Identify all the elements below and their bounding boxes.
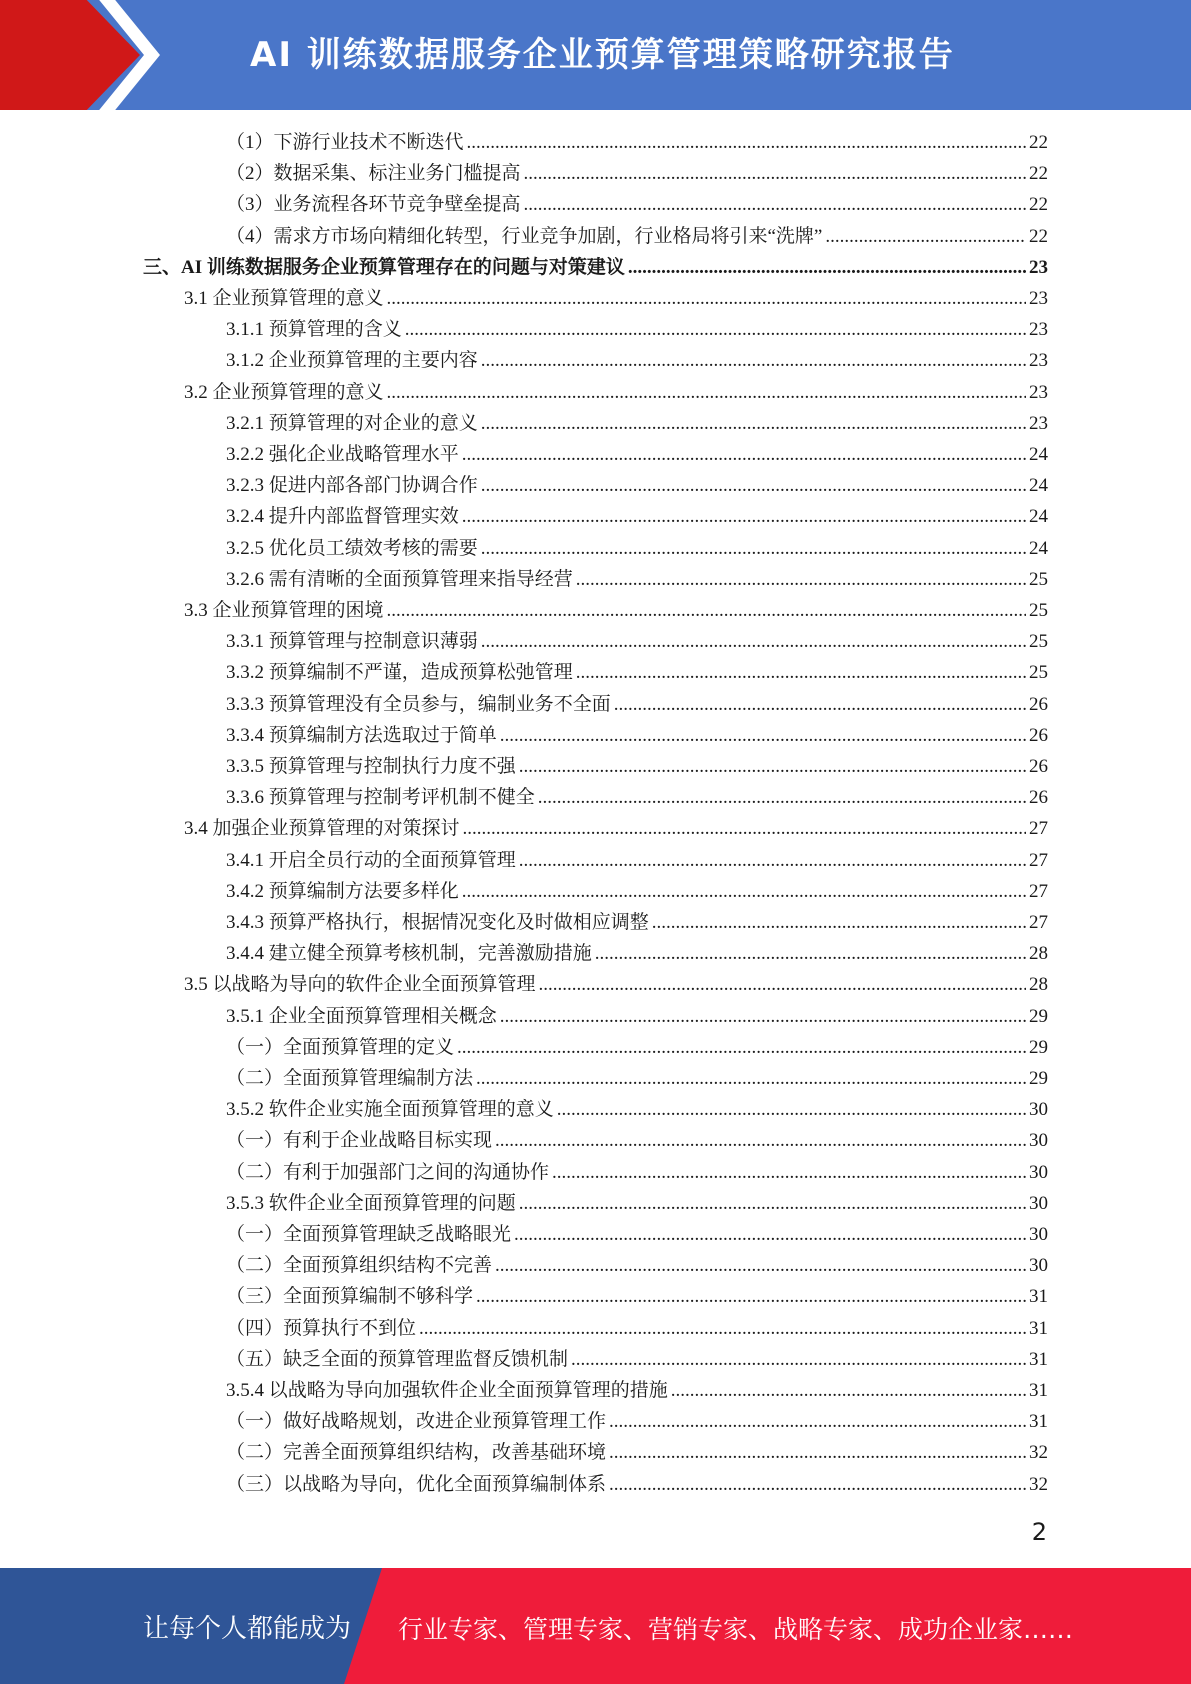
- toc-leader-dots: [387, 283, 1026, 314]
- toc-entry[interactable]: [226, 1063, 1048, 1094]
- toc-entry-title: （三）以战略为导向，优化全面预算编制体系: [226, 1473, 607, 1495]
- toc-entry-title: （一）全面预算管理的定义: [226, 1036, 455, 1058]
- toc-leader-dots: [419, 1313, 1026, 1344]
- toc-leader-dots: [462, 501, 1026, 532]
- toc-entry[interactable]: [226, 439, 1048, 470]
- toc-entry-page: 26: [1029, 756, 1048, 777]
- toc-entry[interactable]: [226, 1157, 1048, 1188]
- toc-entry[interactable]: [226, 1437, 1048, 1468]
- toc-leader-dots: [387, 377, 1026, 408]
- toc-entry-title: 3.5.4 以战略为导向加强软件企业全面预算管理的措施: [226, 1380, 668, 1401]
- toc-entry[interactable]: [226, 345, 1048, 376]
- toc-entry[interactable]: [226, 1406, 1048, 1437]
- toc-entry[interactable]: [226, 314, 1048, 345]
- toc-entry-page: 29: [1029, 1005, 1048, 1027]
- toc-entry-page: 25: [1029, 631, 1048, 653]
- toc-entry-page: 31: [1029, 1286, 1048, 1308]
- toc-leader-dots: [609, 1406, 1026, 1437]
- toc-leader-dots: [628, 252, 1026, 283]
- toc-entry-page: 26: [1029, 787, 1048, 809]
- page-number: 2: [1031, 1518, 1047, 1546]
- toc-leader-dots: [539, 969, 1026, 1000]
- toc-entry[interactable]: [226, 845, 1048, 876]
- toc-entry-title: 3.4.2 预算编制方法要多样化: [226, 880, 459, 902]
- toc-entry[interactable]: [226, 907, 1048, 938]
- toc-entry-title: 3.3.2 预算编制不严谨，造成预算松弛管理: [226, 662, 573, 684]
- toc-entry-page: 30: [1029, 1192, 1048, 1214]
- toc-entry-page: 25: [1029, 662, 1048, 684]
- toc-leader-dots: [538, 782, 1026, 813]
- toc-entry-title: （一）做好战略规划，改进企业预算管理工作: [226, 1411, 607, 1433]
- toc-entry-title: 3.3.5 预算管理与控制执行力度不强: [226, 756, 516, 777]
- toc-entry[interactable]: [226, 408, 1048, 439]
- toc-entry[interactable]: [226, 501, 1048, 532]
- toc-entry[interactable]: [226, 189, 1048, 220]
- toc-leader-dots: [519, 1188, 1026, 1219]
- toc-entry[interactable]: [226, 1344, 1048, 1375]
- toc-entry-title: 3.1.2 企业预算管理的主要内容: [226, 350, 478, 372]
- toc-entry[interactable]: [226, 1250, 1048, 1281]
- toc-entry[interactable]: [226, 626, 1048, 657]
- toc-leader-dots: [481, 470, 1026, 501]
- toc-entry-title: 3.3.6 预算管理与控制考评机制不健全: [226, 787, 535, 809]
- toc-entry[interactable]: [226, 876, 1048, 907]
- toc-entry-title: （4）需求方市场向精细化转型，行业竞争加剧，行业格局将引来“洗牌”: [226, 225, 823, 247]
- toc-entry-title: 3.5.3 软件企业全面预算管理的问题: [226, 1192, 516, 1214]
- toc-leader-dots: [500, 1001, 1026, 1032]
- toc-entry[interactable]: [226, 1281, 1048, 1312]
- toc-entry-page: 23: [1029, 350, 1048, 372]
- toc-entry[interactable]: [226, 127, 1048, 158]
- toc-leader-dots: [609, 1469, 1026, 1500]
- toc-entry-page: 31: [1029, 1348, 1048, 1370]
- toc-leader-dots: [557, 1094, 1026, 1125]
- toc-entry-title: （三）全面预算编制不够科学: [226, 1286, 474, 1308]
- toc-entry[interactable]: [184, 595, 1048, 626]
- toc-entry-page: 30: [1029, 1255, 1048, 1277]
- toc-entry-title: 三、AI 训练数据服务企业预算管理存在的问题与对策建议: [143, 256, 625, 278]
- toc-entry-title: （一）全面预算管理缺乏战略眼光: [226, 1224, 512, 1245]
- toc-entry[interactable]: [184, 283, 1048, 314]
- toc-leader-dots: [405, 314, 1026, 345]
- toc-entry-page: 22: [1029, 163, 1048, 185]
- toc-entry[interactable]: [184, 813, 1048, 844]
- toc-entry-title: 3.5.2 软件企业实施全面预算管理的意义: [226, 1099, 554, 1121]
- toc-entry-page: 31: [1029, 1411, 1048, 1433]
- toc-entry-title: （3）业务流程各环节竞争壁垒提高: [226, 194, 521, 216]
- toc-entry[interactable]: [226, 533, 1048, 564]
- toc-entry-title: 3.1.1 预算管理的含义: [226, 319, 402, 341]
- document-title: AI 训练数据服务企业预算管理策略研究报告: [250, 35, 955, 75]
- toc-entry[interactable]: [226, 1001, 1048, 1032]
- toc-entry-title: （四）预算执行不到位: [226, 1317, 417, 1339]
- toc-leader-dots: [595, 938, 1026, 969]
- toc-entry-title: 3.2.2 强化企业战略管理水平: [226, 444, 459, 465]
- toc-leader-dots: [524, 158, 1026, 189]
- toc-entry-page: 32: [1029, 1442, 1048, 1464]
- toc-entry-page: 32: [1029, 1473, 1048, 1495]
- toc-leader-dots: [576, 564, 1026, 595]
- toc-entry-page: 27: [1029, 849, 1048, 871]
- toc-entry[interactable]: [226, 938, 1048, 969]
- toc-entry-page: 30: [1029, 1161, 1048, 1183]
- toc-entry-title: 3.5.1 企业全面预算管理相关概念: [226, 1005, 497, 1027]
- toc-entry-title: （五）缺乏全面的预算管理监督反馈机制: [226, 1348, 569, 1370]
- toc-leader-dots: [609, 1437, 1026, 1468]
- toc-leader-dots: [457, 1032, 1026, 1063]
- toc-entry-title: 3.4.1 开启全员行动的全面预算管理: [226, 849, 516, 871]
- toc-entry-page: 27: [1029, 818, 1048, 840]
- toc-entry-page: 29: [1029, 1036, 1048, 1058]
- toc-entry-page: 23: [1029, 256, 1048, 278]
- toc-entry[interactable]: [226, 1375, 1048, 1406]
- toc-entry-page: 23: [1029, 412, 1048, 434]
- toc-entry-title: 3.4.4 建立健全预算考核机制，完善激励措施: [226, 943, 592, 965]
- toc-entry-page: 26: [1029, 724, 1048, 746]
- toc-entry-page: 22: [1029, 194, 1048, 216]
- toc-entry[interactable]: [226, 221, 1048, 252]
- toc-entry-title: 3.3.1 预算管理与控制意识薄弱: [226, 631, 478, 653]
- toc-entry[interactable]: [226, 1125, 1048, 1156]
- toc-entry[interactable]: [143, 252, 1048, 283]
- toc-entry[interactable]: [226, 1094, 1048, 1125]
- toc-entry-title: 3.2.1 预算管理的对企业的意义: [226, 412, 478, 434]
- toc-entry[interactable]: [226, 470, 1048, 501]
- toc-entry-page: 30: [1029, 1130, 1048, 1152]
- toc-leader-dots: [614, 689, 1026, 720]
- toc-leader-dots: [462, 876, 1026, 907]
- toc-entry[interactable]: [226, 751, 1048, 782]
- toc-leader-dots: [481, 626, 1026, 657]
- toc-entry-page: 25: [1029, 600, 1048, 621]
- toc-entry-title: （二）全面预算组织结构不完善: [226, 1255, 493, 1277]
- toc-entry-title: 3.2 企业预算管理的意义: [184, 381, 384, 403]
- toc-leader-dots: [571, 1344, 1026, 1375]
- toc-entry[interactable]: [226, 1032, 1048, 1063]
- toc-entry-title: （一）有利于企业战略目标实现: [226, 1130, 493, 1152]
- toc-entry-page: 28: [1029, 943, 1048, 965]
- toc-entry[interactable]: [226, 720, 1048, 751]
- toc-entry-page: 22: [1029, 225, 1048, 247]
- toc-entry-title: 3.3.3 预算管理没有全员参与，编制业务不全面: [226, 693, 611, 715]
- toc-leader-dots: [519, 845, 1026, 876]
- toc-leader-dots: [576, 657, 1026, 688]
- toc-entry-page: 23: [1029, 288, 1048, 309]
- toc-entry-title: （2）数据采集、标注业务门槛提高: [226, 163, 521, 185]
- toc-leader-dots: [387, 595, 1026, 626]
- toc-entry-page: 23: [1029, 381, 1048, 403]
- toc-entry-title: 3.5 以战略为导向的软件企业全面预算管理: [184, 974, 536, 996]
- toc-entry[interactable]: [226, 782, 1048, 813]
- toc-entry[interactable]: [226, 657, 1048, 688]
- toc-leader-dots: [481, 345, 1026, 376]
- toc-entry-title: 3.2.4 提升内部监督管理实效: [226, 506, 459, 528]
- toc-leader-dots: [652, 907, 1026, 938]
- toc-entry-title: 3.4 加强企业预算管理的对策探讨: [184, 818, 460, 840]
- toc-leader-dots: [671, 1375, 1026, 1406]
- toc-entry[interactable]: [226, 1219, 1048, 1250]
- toc-entry-page: 23: [1029, 319, 1048, 341]
- toc-entry-title: （二）完善全面预算组织结构，改善基础环境: [226, 1442, 607, 1464]
- toc-entry-title: （二）有利于加强部门之间的沟通协作: [226, 1161, 550, 1183]
- toc-entry-page: 22: [1029, 132, 1048, 153]
- toc-leader-dots: [552, 1157, 1026, 1188]
- toc-leader-dots: [495, 1250, 1026, 1281]
- toc-leader-dots: [467, 127, 1026, 158]
- toc-leader-dots: [463, 813, 1026, 844]
- toc-entry-page: 31: [1029, 1317, 1048, 1339]
- toc-leader-dots: [481, 533, 1026, 564]
- toc-leader-dots: [500, 720, 1026, 751]
- toc-entry[interactable]: [226, 564, 1048, 595]
- toc-entry-page: 24: [1029, 444, 1048, 465]
- toc-entry-page: 26: [1029, 693, 1048, 715]
- toc-entry-page: 27: [1029, 880, 1048, 902]
- toc-entry-title: 3.3.4 预算编制方法选取过于简单: [226, 724, 497, 746]
- footer-slogan-right: 行业专家、管理专家、营销专家、战略专家、成功企业家……: [398, 1615, 1074, 1644]
- toc-leader-dots: [519, 751, 1026, 782]
- toc-entry-title: 3.4.3 预算严格执行，根据情况变化及时做相应调整: [226, 912, 649, 933]
- toc-entry[interactable]: [226, 158, 1048, 189]
- toc-entry-page: 28: [1029, 974, 1048, 996]
- toc-entry-page: 24: [1029, 506, 1048, 528]
- toc-leader-dots: [476, 1063, 1026, 1094]
- toc-entry-page: 24: [1029, 537, 1048, 559]
- toc-leader-dots: [514, 1219, 1026, 1250]
- toc-entry-title: （1）下游行业技术不断迭代: [226, 132, 464, 153]
- toc-entry-page: 30: [1029, 1099, 1048, 1121]
- toc-entry-page: 30: [1029, 1224, 1048, 1245]
- toc-leader-dots: [476, 1281, 1026, 1312]
- toc-entry[interactable]: [184, 377, 1048, 408]
- toc-leader-dots: [825, 221, 1026, 252]
- toc-entry-title: 3.2.6 需有清晰的全面预算管理来指导经营: [226, 568, 573, 590]
- toc-leader-dots: [481, 408, 1026, 439]
- toc-entry-title: 3.1 企业预算管理的意义: [184, 288, 384, 309]
- toc-leader-dots: [524, 189, 1026, 220]
- toc-entry[interactable]: [226, 1469, 1048, 1500]
- toc-entry[interactable]: [226, 1188, 1048, 1219]
- toc-leader-dots: [462, 439, 1026, 470]
- toc-entry[interactable]: [226, 1313, 1048, 1344]
- toc-entry-title: （二）全面预算管理编制方法: [226, 1068, 474, 1089]
- toc-entry-page: 27: [1029, 912, 1048, 933]
- toc-entry-page: 25: [1029, 568, 1048, 590]
- toc-entry-page: 31: [1029, 1380, 1048, 1401]
- toc-entry-title: 3.2.3 促进内部各部门协调合作: [226, 475, 478, 497]
- toc-entry-page: 24: [1029, 475, 1048, 497]
- toc-entry[interactable]: [226, 689, 1048, 720]
- toc-entry-page: 29: [1029, 1068, 1048, 1089]
- toc-entry[interactable]: [184, 969, 1048, 1000]
- toc-entry-title: 3.2.5 优化员工绩效考核的需要: [226, 537, 478, 559]
- footer-slogan-left: 让每个人都能成为: [143, 1614, 352, 1644]
- toc-leader-dots: [495, 1125, 1026, 1156]
- toc-entry-title: 3.3 企业预算管理的困境: [184, 600, 384, 621]
